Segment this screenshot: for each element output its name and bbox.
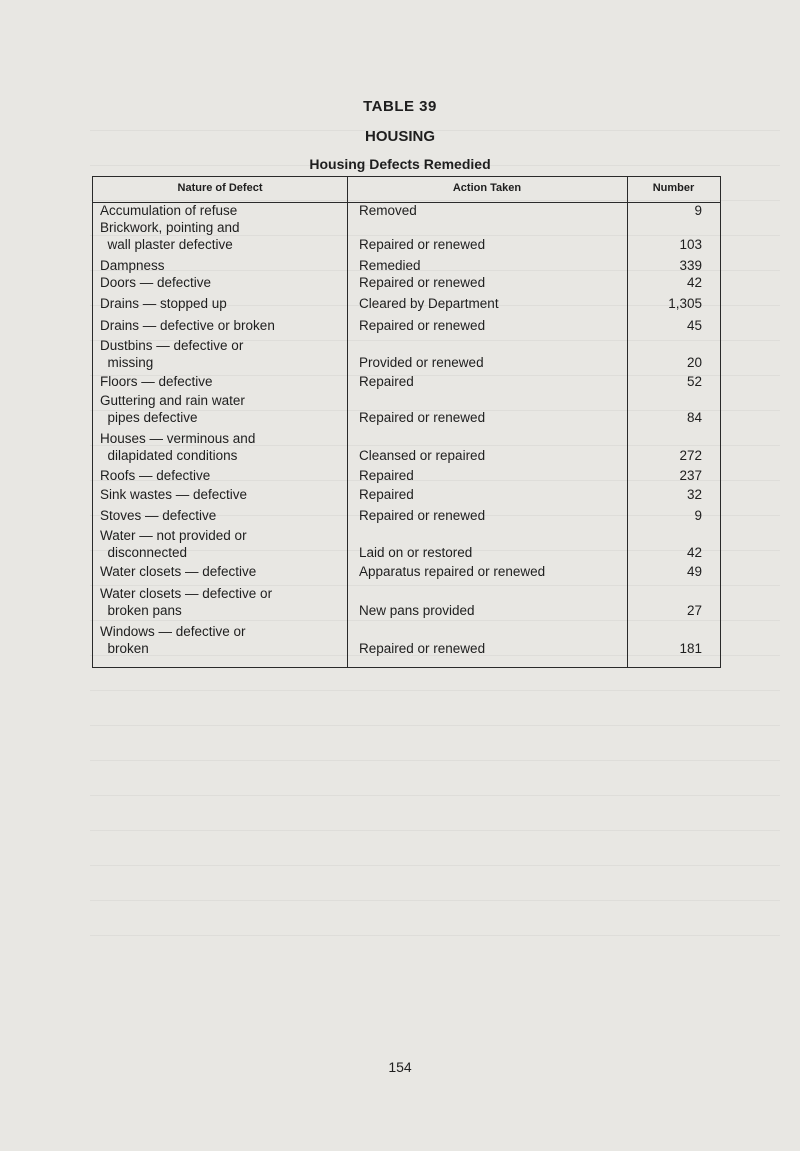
- table-row: [93, 295, 720, 312]
- page-number: 154: [388, 1059, 412, 1075]
- cell-nature-of-defect: Houses — verminous and dilapidated conditions: [100, 431, 256, 463]
- cell-action-taken: Repaired or renewed: [359, 318, 486, 333]
- cell-nature-of-defect: Stoves — defective: [100, 508, 217, 523]
- table-row: [93, 257, 720, 274]
- header-number: Number: [652, 182, 695, 194]
- cell-number: 237: [679, 468, 702, 483]
- cell-action-taken: Provided or renewed: [359, 355, 484, 370]
- cell-number: 49: [686, 564, 702, 579]
- cell-action-taken: Repaired or renewed: [359, 410, 486, 425]
- cell-action-taken: Repaired or renewed: [359, 508, 486, 523]
- section-title: HOUSING: [364, 128, 435, 145]
- cell-nature-of-defect: Drains — stopped up: [100, 296, 227, 311]
- cell-number: 42: [686, 275, 702, 290]
- cell-number: 9: [694, 508, 702, 523]
- cell-number: 9: [694, 203, 702, 218]
- cell-number: 45: [686, 318, 702, 333]
- cell-action-taken: Removed: [359, 203, 417, 218]
- cell-nature-of-defect: Water closets — defective: [100, 564, 257, 579]
- cell-number: 181: [679, 641, 702, 656]
- table-row: [93, 202, 720, 219]
- cell-nature-of-defect: Floors — defective: [100, 374, 213, 389]
- cell-nature-of-defect: Sink wastes — defective: [100, 487, 248, 502]
- cell-number: 52: [686, 374, 702, 389]
- defects-table: [92, 176, 721, 668]
- cell-nature-of-defect: Dustbins — defective or missing: [100, 338, 244, 370]
- cell-number: 339: [679, 258, 702, 273]
- cell-nature-of-defect: Accumulation of refuse: [100, 203, 238, 218]
- header-action-taken: Action Taken: [452, 182, 522, 194]
- table-row: [93, 274, 720, 291]
- cell-action-taken: Repaired: [359, 468, 414, 483]
- cell-action-taken: Apparatus repaired or renewed: [359, 564, 546, 579]
- cell-nature-of-defect: Guttering and rain water pipes defective: [100, 393, 245, 425]
- cell-number: 272: [679, 448, 702, 463]
- cell-number: 27: [686, 603, 702, 618]
- cell-nature-of-defect: Windows — defective or broken: [100, 624, 246, 656]
- cell-number: 1,305: [668, 296, 702, 311]
- cell-number: 20: [686, 355, 702, 370]
- cell-action-taken: Repaired or renewed: [359, 275, 486, 290]
- table-row: [93, 585, 720, 619]
- cell-number: 32: [686, 487, 702, 502]
- cell-action-taken: Laid on or restored: [359, 545, 473, 560]
- cell-action-taken: Repaired or renewed: [359, 237, 486, 252]
- cell-nature-of-defect: Dampness: [100, 258, 165, 273]
- table-row: [93, 373, 720, 390]
- cell-action-taken: New pans provided: [359, 603, 475, 618]
- table-row: [93, 219, 720, 253]
- cell-number: 42: [686, 545, 702, 560]
- cell-action-taken: Cleansed or repaired: [359, 448, 486, 463]
- table-row: [93, 392, 720, 426]
- cell-action-taken: Repaired: [359, 487, 414, 502]
- table-row: [93, 563, 720, 580]
- cell-action-taken: Repaired: [359, 374, 414, 389]
- table-row: [93, 317, 720, 334]
- table-row: [93, 507, 720, 524]
- table-row: [93, 527, 720, 561]
- cell-action-taken: Cleared by Department: [359, 296, 499, 311]
- table-row: [93, 486, 720, 503]
- cell-nature-of-defect: Doors — defective: [100, 275, 212, 290]
- cell-action-taken: Repaired or renewed: [359, 641, 486, 656]
- cell-nature-of-defect: Roofs — defective: [100, 468, 211, 483]
- cell-number: 84: [686, 410, 702, 425]
- table-row: [93, 623, 720, 657]
- header-nature-of-defect: Nature of Defect: [177, 182, 263, 194]
- table-title: Housing Defects Remedied: [309, 156, 491, 172]
- cell-nature-of-defect: Drains — defective or broken: [100, 318, 275, 333]
- cell-nature-of-defect: Water — not provided or disconnected: [100, 528, 247, 560]
- table-row: [93, 430, 720, 464]
- table-label: TABLE 39: [363, 98, 437, 115]
- table-row: [93, 467, 720, 484]
- cell-number: 103: [679, 237, 702, 252]
- cell-action-taken: Remedied: [359, 258, 421, 273]
- cell-nature-of-defect: Brickwork, pointing and wall plaster defective: [100, 220, 240, 252]
- table-row: [93, 337, 720, 371]
- cell-nature-of-defect: Water closets — defective or broken pans: [100, 586, 273, 618]
